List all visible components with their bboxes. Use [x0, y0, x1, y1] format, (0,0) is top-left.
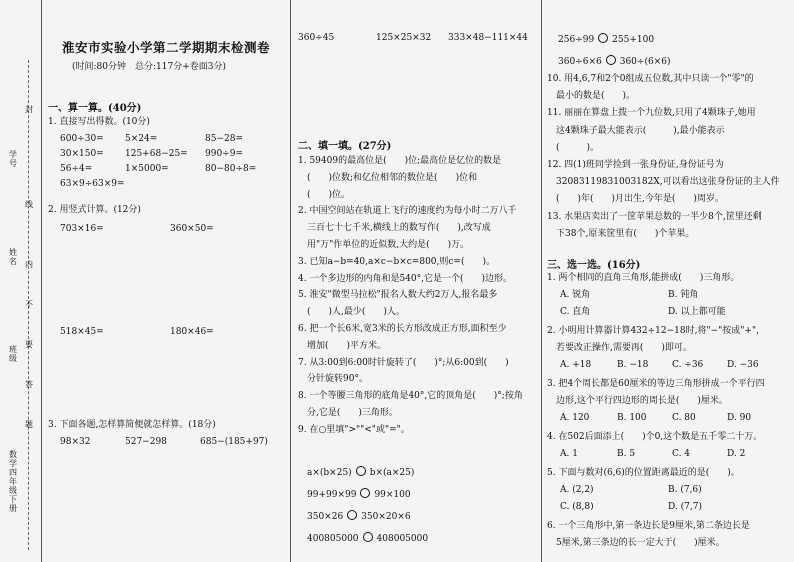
- fill-blank-line: 增加( )平方米。: [298, 340, 387, 351]
- simplify-item: 360÷45: [298, 33, 335, 43]
- mental-math-item: 1×5000=: [125, 164, 169, 174]
- mental-math-item: 56÷4=: [60, 164, 93, 174]
- fill-blank-line: 三百七十七千米,横线上的数写作( ),改写成: [298, 223, 491, 234]
- seal-char: 线: [25, 200, 33, 209]
- choice-option: D. −36: [727, 360, 759, 370]
- page-subtitle: (时间:80分钟 总分:117分+卷面3分): [72, 62, 226, 72]
- fill-blank-line: 10. 用4,6,7和2个0组成五位数,其中只读一个"零"的: [547, 74, 754, 84]
- side-label-xingming: 姓名: [9, 248, 17, 266]
- compare-left: 256÷99: [558, 35, 595, 45]
- fill-blank-line: ( )位数;和亿位相邻的数位是( )位和: [298, 172, 478, 183]
- mental-math-item: 80−80÷8=: [205, 164, 257, 174]
- simplify-item: 527−298: [125, 437, 167, 447]
- compare-row: [307, 532, 428, 545]
- choice-option: B. 5: [617, 449, 636, 459]
- section-2-heading: 二、填一填。(27分): [298, 141, 392, 152]
- vertical-calc-item: 180×46=: [170, 327, 214, 337]
- choice-option: A. 1: [560, 449, 578, 459]
- side-label-xuehao: 学号: [9, 150, 17, 168]
- mental-math-item: 125+68−25=: [125, 149, 188, 159]
- mental-math-item: 85−28=: [205, 134, 243, 144]
- vertical-calc-item: 703×16=: [60, 224, 104, 234]
- mental-math-item: 30×150=: [60, 149, 104, 159]
- choice-question-line: 5厘米,第三条边的长一定大于( )厘米。: [547, 538, 725, 548]
- choice-question-line: 4. 在502后面添上( )个0,这个数是五千零二十万。: [547, 432, 763, 442]
- simplify-item: 98×32: [60, 437, 91, 447]
- choice-question-line: 若要改正操作,需要再( )即可。: [547, 343, 692, 353]
- choice-option: A. 120: [560, 413, 590, 423]
- choice-question-line: 边形,这个平行四边形的周长是( )厘米。: [547, 396, 728, 406]
- margin-line: [41, 0, 42, 562]
- fill-blank-line: 4. 一个多边形的内角和是540°,它是一个( )边形。: [298, 273, 513, 284]
- seal-char: 内: [25, 260, 33, 269]
- fill-blank-line: 分针旋转90°。: [298, 374, 368, 385]
- section-1-part3-heading: 3. 下面各题,怎样算简便就怎样算。(18分): [48, 420, 216, 430]
- choice-option: C. 80: [672, 413, 696, 423]
- compare-left: 360÷6×6: [558, 57, 602, 67]
- seal-char: 题: [25, 420, 33, 429]
- compare-row: [307, 488, 411, 501]
- choice-option: B. 100: [617, 413, 647, 423]
- compare-right: 350×20×6: [361, 512, 411, 522]
- seal-char: 要: [25, 340, 33, 349]
- choice-option: D. 以上都可能: [668, 307, 726, 317]
- seal-char: 答: [25, 380, 33, 389]
- choice-question-line: 3. 把4个周长都是60厘米的等边三角形拼成一个平行四: [547, 379, 765, 389]
- choice-option: A. +18: [560, 360, 592, 370]
- compare-row: [307, 510, 411, 523]
- section-1-part2-heading: 2. 用竖式计算。(12分): [48, 205, 141, 215]
- answer-circle-icon[interactable]: [598, 33, 608, 43]
- fill-blank-line: 13. 水果店卖出了一筐苹果总数的一半少8个,筐里还剩: [547, 211, 762, 222]
- compare-row: [558, 55, 670, 68]
- compare-left: 350×26: [307, 512, 344, 522]
- column-divider-1: [290, 0, 291, 562]
- fill-blank-line: 下38个,原来筐里有( )个苹果。: [547, 228, 695, 239]
- fill-blank-line: 32083119831003182X,可以看出这张身份证的主人件: [547, 177, 780, 188]
- choice-question-line: 1. 两个相同的直角三角形,能拼成( )三角形。: [547, 273, 740, 283]
- compare-right: 99×100: [374, 490, 411, 500]
- fill-blank-line: 2. 中国空间站在轨道上飞行的速度约为每小时二万八千: [298, 206, 517, 217]
- compare-left: a×(b×25): [307, 468, 352, 478]
- compare-row: [307, 466, 414, 479]
- fill-blank-line: ( )年( )月出生,今年是( )周岁。: [547, 194, 724, 205]
- simplify-item: 685−(185+97): [200, 437, 268, 447]
- choice-option: C. (8,8): [560, 502, 594, 512]
- simplify-item: 125×25×32: [376, 33, 432, 43]
- fill-blank-line: ( )人,最少( )人。: [298, 307, 405, 318]
- fill-blank-line: 1. 59409的最高位是( )位;最高位是亿位的数是: [298, 156, 502, 166]
- mental-math-item: 990÷9=: [205, 149, 243, 159]
- choice-question-line: 5. 下面与数对(6,6)的位置距离最近的是( )。: [547, 468, 740, 478]
- mental-math-item: 63×9÷63×9=: [60, 179, 125, 189]
- choice-option: B. −18: [617, 360, 649, 370]
- compare-right: 408005000: [376, 534, 429, 544]
- choice-option: B. (7,6): [668, 485, 702, 495]
- fill-blank-line: 11. 丽丽在算盘上拨一个九位数,只用了4颗珠子,她用: [547, 108, 756, 119]
- seal-char: 不: [25, 300, 33, 309]
- fill-blank-line: ( )。: [547, 142, 600, 153]
- fill-blank-line: 7. 从3:00到6:00时针旋转了( )°;从6:00到( ): [298, 357, 509, 368]
- section-1-part1-heading: 1. 直接写出得数。(10分): [48, 117, 150, 127]
- fill-blank-line: 5. 淮安"微型马拉松"报名人数大约2万人,报名最多: [298, 290, 498, 301]
- choice-question-line: 6. 一个三角形中,第一条边长是9厘米,第二条边长是: [547, 521, 750, 531]
- column-divider-2: [541, 0, 542, 562]
- choice-option: C. 4: [672, 449, 691, 459]
- choice-option: D. 2: [727, 449, 746, 459]
- fill-blank-line: 用"万"作单位的近似数,大约是( )万。: [298, 240, 470, 250]
- choice-option: A. 锐角: [560, 290, 591, 300]
- choice-option: B. 钝角: [668, 290, 699, 300]
- fill-blank-line: 8. 一个等腰三角形的底角是40°,它的顶角是( )°;按角: [298, 391, 523, 402]
- choice-option: D. 90: [727, 413, 752, 423]
- mental-math-item: 5×24=: [125, 134, 158, 144]
- compare-left: 99+99×99: [307, 490, 357, 500]
- compare-right: 360÷(6×6): [619, 57, 671, 67]
- answer-circle-icon[interactable]: [347, 510, 357, 520]
- answer-circle-icon[interactable]: [606, 55, 616, 65]
- side-label-banji: 班级: [9, 345, 17, 363]
- side-label-school: 数学四年级下册: [9, 450, 17, 513]
- fill-blank-line: 最小的数是( )。: [547, 91, 636, 102]
- fill-blank-line: 这4颗珠子最大能表示( ),最小能表示: [547, 125, 725, 136]
- fill-blank-line: 12. 四(1)班同学捡到一张身份证,身份证号为: [547, 160, 724, 170]
- simplify-item: 333×48−111×44: [448, 33, 528, 43]
- choice-question-line: 2. 小明用计算器计算432÷12−18时,将"−"按成"+",: [547, 326, 759, 336]
- vertical-calc-item: 518×45=: [60, 327, 104, 337]
- answer-circle-icon[interactable]: [363, 532, 373, 542]
- mental-math-item: 600÷30=: [60, 134, 104, 144]
- vertical-calc-item: 360×50=: [170, 224, 214, 234]
- page-title: 淮安市实验小学第二学期期末检测卷: [62, 40, 271, 55]
- fill-blank-line: ( )位。: [298, 189, 351, 200]
- compare-right: b×(a×25): [369, 468, 415, 478]
- choice-option: D. (7,7): [668, 502, 702, 512]
- answer-circle-icon[interactable]: [360, 488, 370, 498]
- choice-option: C. ÷36: [672, 360, 704, 370]
- fill-blank-line: 分,它是( )三角形。: [298, 408, 398, 418]
- fill-blank-line: 9. 在○里填">""<"或"="。: [298, 424, 410, 435]
- compare-left: 400805000: [307, 534, 359, 544]
- section-3-heading: 三、选一选。(16分): [547, 260, 641, 271]
- seal-char: 封: [25, 105, 33, 114]
- compare-row: [558, 33, 654, 46]
- choice-option: A. (2,2): [560, 485, 594, 495]
- answer-circle-icon[interactable]: [356, 466, 366, 476]
- compare-right: 255+100: [612, 35, 655, 45]
- section-1-heading: 一、算一算。(40分): [48, 103, 142, 114]
- fill-blank-line: 6. 把一个长6米,宽3米的长方形改成正方形,面积至少: [298, 324, 507, 334]
- fill-blank-line: 3. 已知a−b=40,a×c−b×c=800,则c=( )。: [298, 256, 495, 267]
- choice-option: C. 直角: [560, 307, 591, 317]
